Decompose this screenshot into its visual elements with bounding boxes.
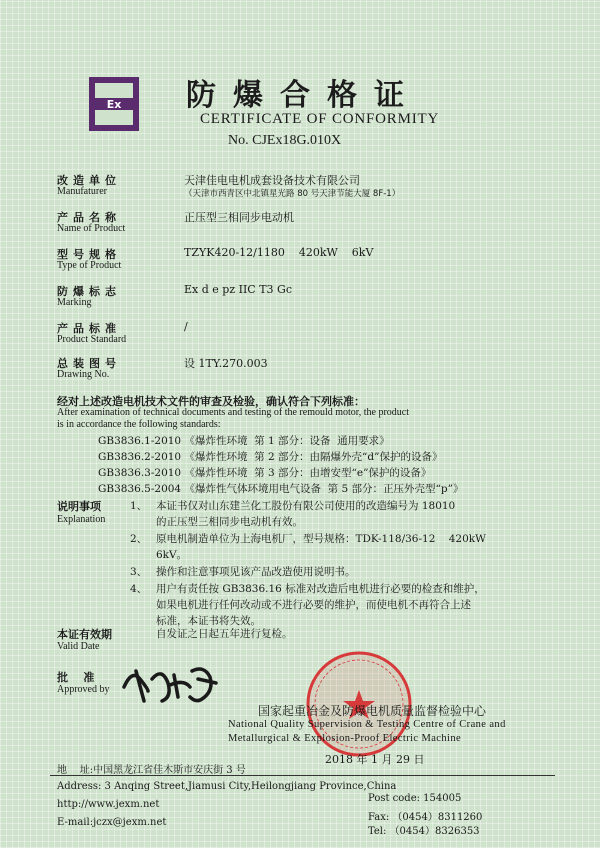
manufacturer-label: 改造单位 — [57, 174, 121, 187]
manufacturer-label-en: Manufaturer — [57, 186, 107, 197]
note-line: 的正压型三相同步电动机有效。 — [156, 516, 303, 528]
issuer-name-en-line1: National Quality Supervision & Testing Centre of Crane and — [228, 719, 506, 730]
note-line: 本证书仅对山东建兰化工股份有限公司使用的改造编号为 18010 — [156, 500, 456, 512]
drawing-label: 总装图号 — [57, 357, 121, 370]
valid-date-value: 自发证之日起五年进行复检。 — [156, 628, 293, 640]
note-number: 3、 — [130, 566, 148, 578]
declaration-cn: 经对上述改造电机技术文件的审查及检验，确认符合下列标准： — [57, 395, 365, 408]
issue-date: 2018 年 1 月 29 日 — [325, 753, 425, 766]
footer-divider — [50, 775, 555, 776]
valid-date-label: 本证有效期 — [57, 628, 112, 641]
type-label: 型号规格 — [57, 248, 121, 261]
product-name-label-en: Name of Product — [57, 223, 126, 234]
certificate-title: 防爆合格证 — [186, 78, 421, 113]
manufacturer-value: 天津佳电电机成套设备技术有限公司 — [184, 174, 360, 187]
drawing-label-en: Drawing No. — [57, 369, 110, 380]
type-value: TZYK420-12/1180 420kW 6kV — [184, 246, 374, 259]
declaration-en-line1: After examination of technical documents and testing of the remould motor, the product — [57, 407, 409, 418]
note-line: 如果电机进行任何改动或不进行必要的维护，而使电机不再符合上述 — [156, 599, 471, 611]
valid-date-label-en: Valid Date — [57, 641, 100, 652]
issuer-name-en-line2: Metallurgical & Explosion-Proof Electric Machine — [228, 733, 462, 744]
signature-icon — [118, 657, 223, 709]
standard-item: GB3836.2-2010 《爆炸性环境 第 2 部分：由隔爆外壳“d”保护的设备》 — [98, 451, 443, 463]
footer-email[interactable]: E-mail:jczx@jexm.net — [57, 817, 167, 828]
footer-address-en: Address: 3 Anqing Street,Jiamusi City,Heilongjiang Province,China — [57, 781, 397, 792]
approved-label: 批 准 — [57, 671, 95, 684]
product-name-value: 正压型三相同步电动机 — [184, 211, 294, 224]
footer-tel: Tel: （0454）8326353 — [368, 826, 480, 837]
explanation-label-en: Explanation — [57, 514, 106, 525]
standard-value: / — [184, 320, 188, 333]
marking-label: 防爆标志 — [57, 285, 121, 298]
marking-label-en: Marking — [57, 297, 92, 308]
explanation-label: 说明事项 — [57, 500, 101, 513]
manufacturer-address: （天津市西青区中北镇星光路 80 号天津节能大厦 8F-1） — [184, 189, 401, 199]
note-line: 操作和注意事项见该产品改造使用说明书。 — [156, 566, 356, 578]
standard-item: GB3836.1-2010 《爆炸性环境 第 1 部分：设备 通用要求》 — [98, 435, 390, 447]
footer-postcode: Post code: 154005 — [368, 793, 462, 804]
approved-label-en: Approved by — [57, 684, 110, 695]
logo-text: Ex — [106, 98, 122, 111]
note-number: 2、 — [130, 533, 148, 545]
issuer-name-cn: 国家起重冶金及防爆电机质量监督检验中心 — [258, 704, 487, 718]
declaration-en-line2: is in accordance the following standards: — [57, 419, 221, 430]
standard-item: GB3836.3-2010 《爆炸性环境 第 3 部分：由增安型“e”保护的设备》 — [98, 467, 432, 479]
note-line: 标准，本证书将失效。 — [156, 615, 261, 627]
footer-website[interactable]: http://www.jexm.net — [57, 799, 160, 810]
note-number: 1、 — [130, 500, 148, 512]
note-line: 用户有责任按 GB3836.16 标准对改造后电机进行必要的检查和维护， — [156, 583, 485, 595]
ex-logo-icon — [88, 76, 140, 132]
footer-address-cn: 地 址:中国黑龙江省佳木斯市安庆街 3 号 — [57, 765, 246, 776]
footer-fax: Fax: （0454）8311260 — [368, 812, 483, 823]
note-line: 6kV。 — [156, 549, 188, 561]
certificate-number: No. CJEx18G.010X — [228, 133, 342, 148]
marking-value: Ex d e pz IIC T3 Gc — [184, 283, 292, 296]
note-number: 4、 — [130, 583, 148, 595]
type-label-en: Type of Product — [57, 260, 122, 271]
standard-label: 产品标准 — [57, 322, 121, 335]
standard-item: GB3836.5-2004 《爆炸性气体环境用电气设备 第 5 部分：正压外壳型“p”》 — [98, 483, 464, 495]
certificate-title-en: CERTIFICATE OF CONFORMITY — [200, 111, 440, 127]
standard-label-en: Product Standard — [57, 334, 127, 345]
drawing-value: 设 1TY.270.003 — [184, 357, 268, 370]
product-name-label: 产品名称 — [57, 211, 121, 224]
note-line: 原电机制造单位为上海电机厂，型号规格：TDK-118/36-12 420kW — [156, 533, 486, 545]
